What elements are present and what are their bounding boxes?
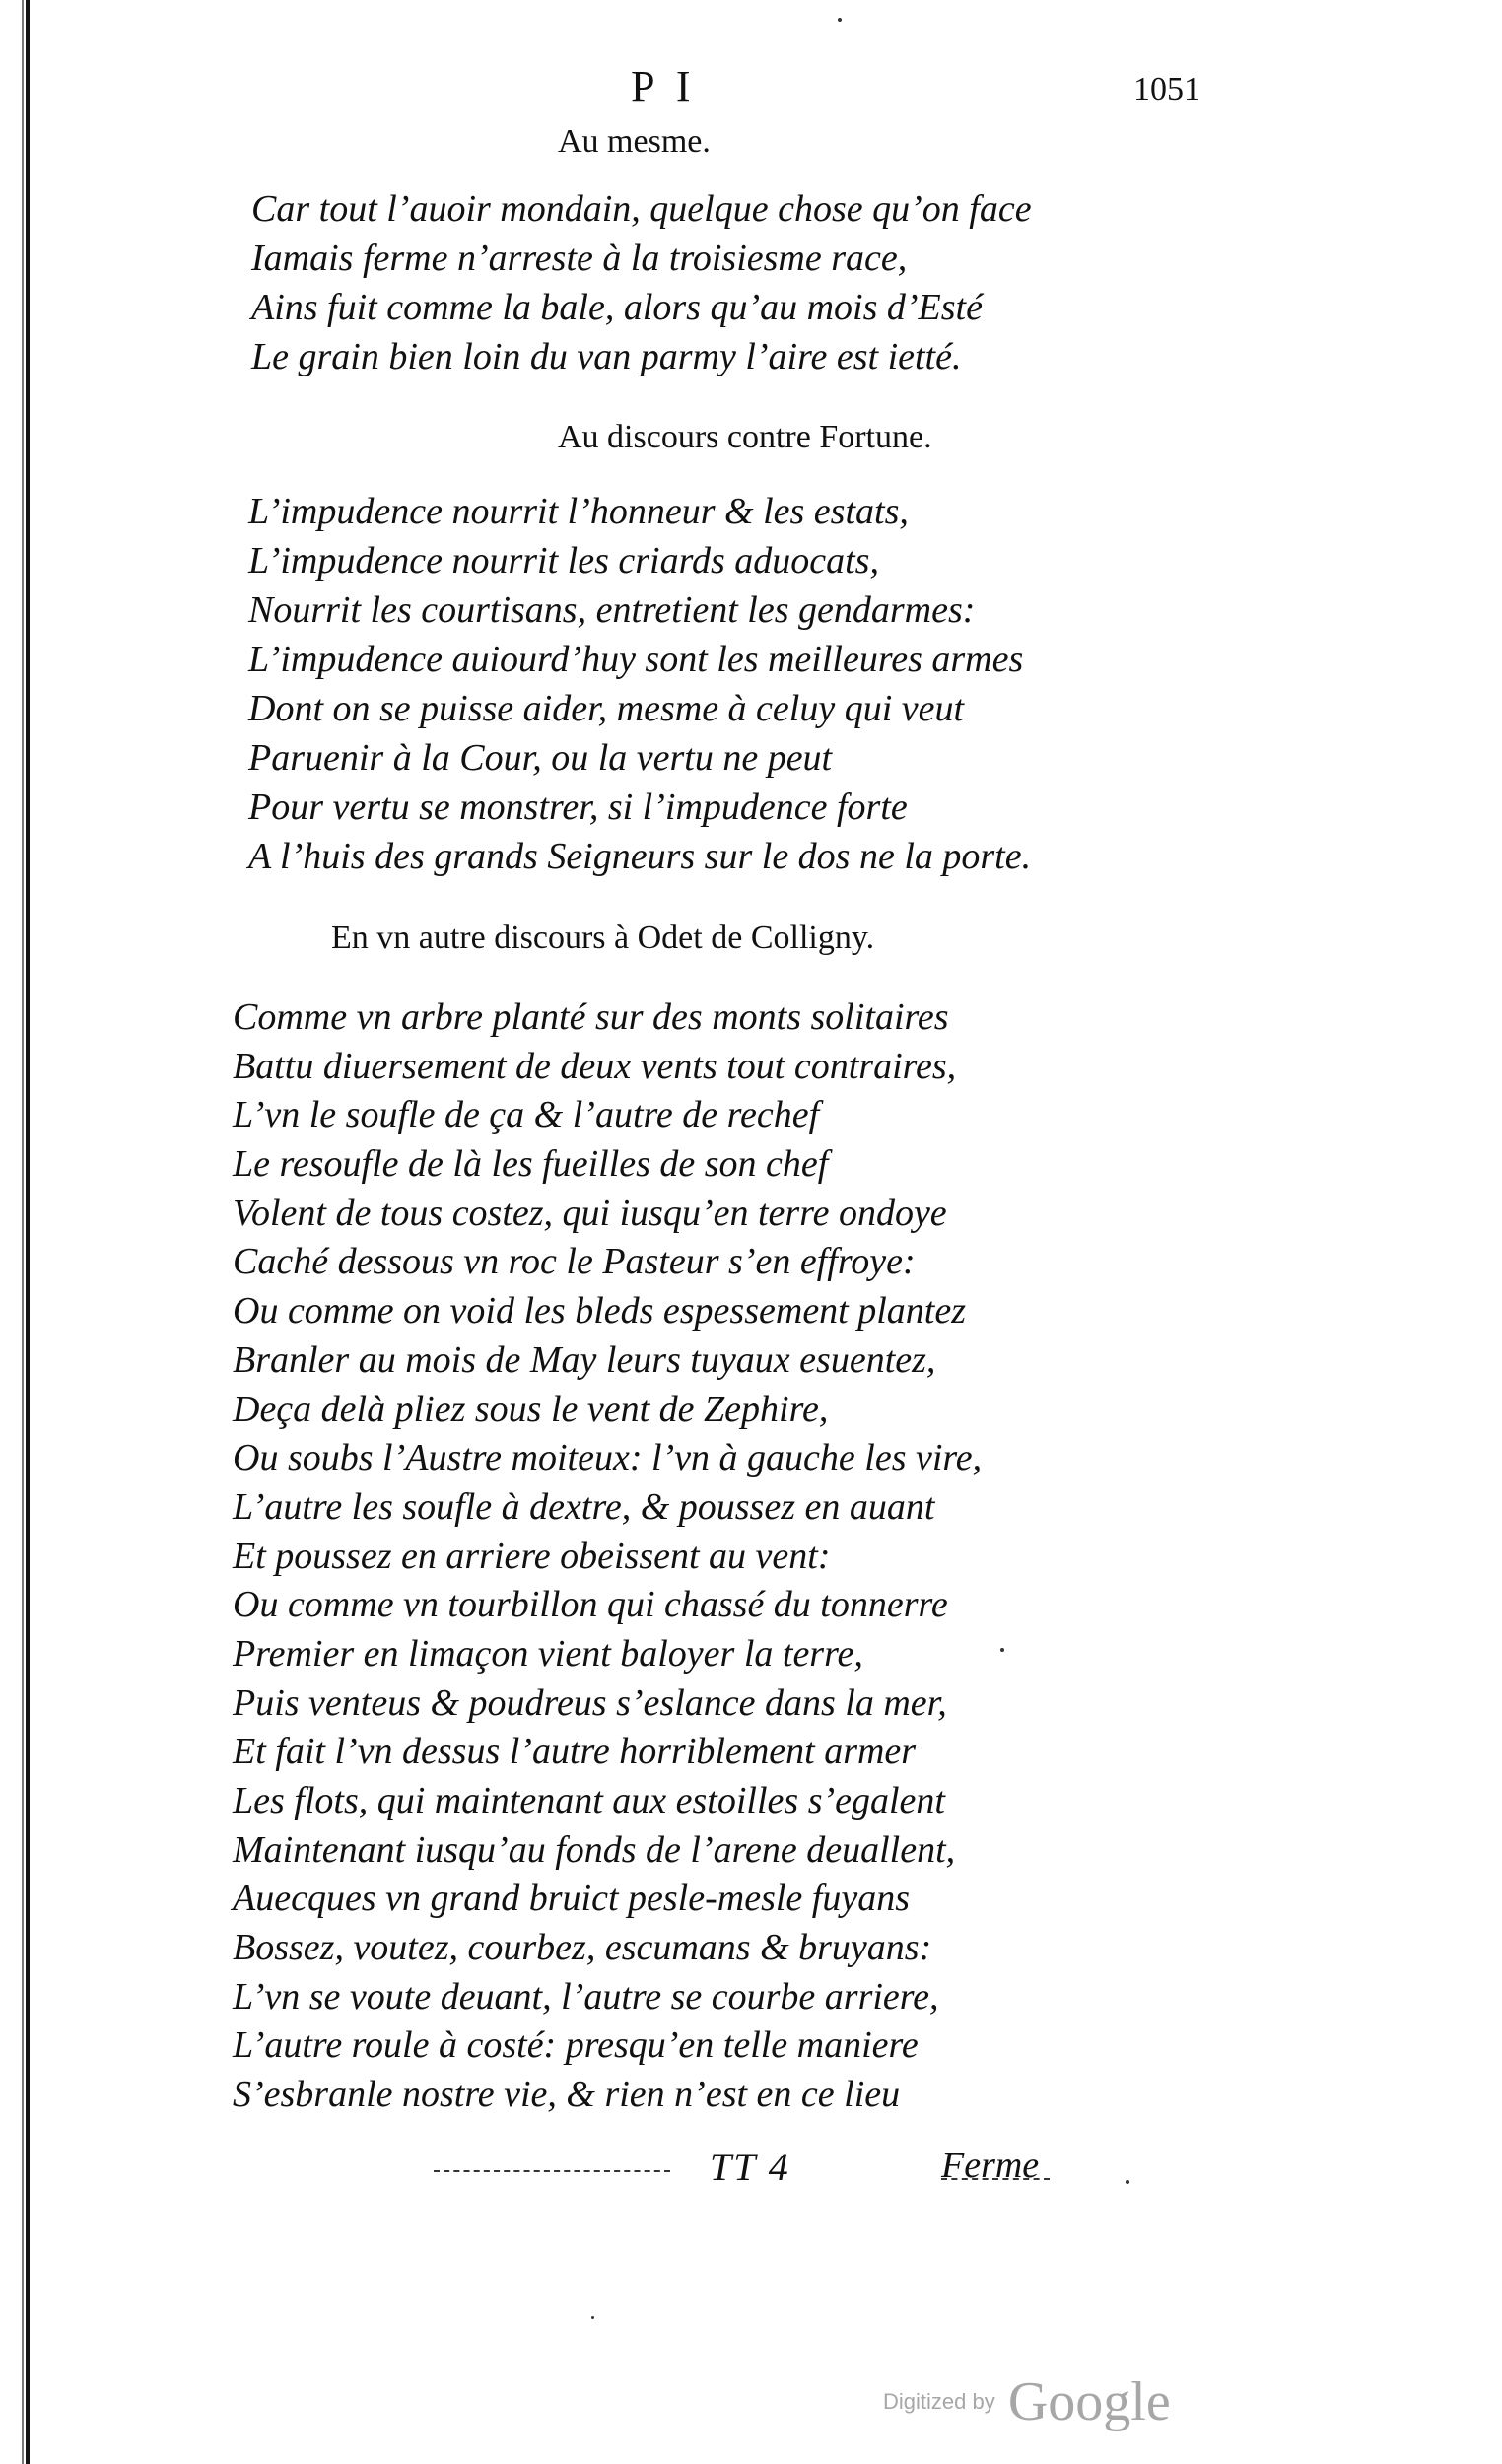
- footer-dash-rule-right: [941, 2178, 1050, 2182]
- poem-line: Branler au mois de May leurs tuyaux esuentez,: [233, 1338, 936, 1381]
- poem-line: Volent de tous costez, qui iusqu’en terre ondoye: [233, 1192, 947, 1234]
- catchword: Ferme: [941, 2145, 1040, 2186]
- poem-line: Le resoufle de là les fueilles de son chef: [233, 1143, 829, 1186]
- poem-line: L’impudence nourrit les criards aduocats,: [248, 540, 879, 582]
- poem-line: S’esbranle nostre vie, & rien n’est en ce lieu: [233, 2074, 901, 2116]
- poem-line: Ou soubs l’Austre moiteux: l’vn à gauche les vire,: [233, 1437, 983, 1479]
- poem-odet-de-colligny: [233, 993, 982, 2120]
- signature-mark: TT 4: [710, 2145, 790, 2189]
- page-number: 1051: [1133, 71, 1200, 107]
- poem-line: Deça delà pliez sous le vent de Zephire,: [233, 1388, 829, 1430]
- poem-line: L’autre roule à costé: presqu’en telle maniere: [233, 2024, 919, 2067]
- poem-line: Ou comme vn tourbillon qui chassé du tonnerre: [233, 1584, 948, 1626]
- poem-line: Le grain bien loin du van parmy l’aire est ietté.: [251, 336, 962, 377]
- running-head: P I: [631, 62, 697, 110]
- poem-line: A l’huis des grands Seigneurs sur le dos ne la porte.: [248, 836, 1032, 877]
- poem-line: L’vn se voute deuant, l’autre se courbe arriere,: [233, 1975, 939, 2018]
- poem-line: Comme vn arbre planté sur des monts solitaires: [233, 996, 949, 1038]
- section-title-odet-de-colligny: En vn autre discours à Odet de Colligny.: [331, 920, 875, 956]
- page-edge-shadow: [22, 0, 24, 2464]
- poem-au-mesme: [251, 184, 1032, 381]
- poem-line: L’impudence nourrit l’honneur & les estats,: [248, 491, 909, 532]
- section-title-contre-fortune: Au discours contre Fortune.: [558, 419, 932, 455]
- poem-line: Paruenir à la Cour, ou la vertu ne peut: [248, 737, 833, 779]
- section-title-au-mesme: Au mesme.: [558, 123, 711, 160]
- poem-line: Maintenant iusqu’au fonds de l’arene deuallent,: [233, 1828, 956, 1871]
- poem-line: L’vn le soufle de ça & l’autre de rechef: [233, 1094, 820, 1136]
- poem-line: Battu diuersement de deux vents tout contraires,: [233, 1045, 957, 1087]
- print-speck: [838, 18, 842, 22]
- watermark-brand: Google: [1007, 2371, 1171, 2432]
- footer-dash-rule-left: [434, 2170, 670, 2174]
- poem-line: Caché dessous vn roc le Pasteur s’en effroye:: [233, 1241, 916, 1283]
- poem-line: Pour vertu se monstrer, si l’impudence forte: [248, 787, 908, 828]
- digitization-watermark: [883, 2370, 1171, 2433]
- poem-line: L’impudence auiourd’huy sont les meilleures armes: [248, 639, 1024, 680]
- print-speck: [591, 2316, 594, 2319]
- print-speck: [1000, 1648, 1004, 1652]
- poem-line: Les flots, qui maintenant aux estoilles s’egalent: [233, 1780, 945, 1821]
- poem-line: Bossez, voutez, courbez, escumans & bruyans:: [233, 1927, 932, 1969]
- poem-line: Et fait l’vn dessus l’autre horriblement armer: [233, 1731, 917, 1773]
- print-speck: [1126, 2180, 1129, 2184]
- page-edge-rule: [26, 0, 30, 2464]
- poem-line: Ou comme on void les bleds espessement plantez: [233, 1290, 967, 1333]
- poem-line: L’autre les soufle à dextre, & poussez en auant: [233, 1485, 935, 1528]
- watermark-prefix: Digitized by: [883, 2389, 995, 2414]
- poem-line: Premier en limaçon vient baloyer la terre,: [233, 1632, 863, 1675]
- poem-line: Auecques vn grand bruict pesle-mesle fuyans: [233, 1878, 910, 1920]
- poem-contre-fortune: [248, 487, 1031, 881]
- poem-line: Et poussez en arriere obeissent au vent:: [233, 1535, 831, 1577]
- poem-line: Puis venteus & poudreus s’eslance dans la mer,: [233, 1681, 947, 1724]
- poem-line: Car tout l’auoir mondain, quelque chose qu’on face: [251, 188, 1032, 230]
- poem-line: Iamais ferme n’arreste à la troisiesme race,: [251, 238, 908, 279]
- poem-line: Ains fuit comme la bale, alors qu’au mois d’Esté: [251, 287, 983, 328]
- poem-line: Nourrit les courtisans, entretient les gendarmes:: [248, 589, 976, 631]
- poem-line: Dont on se puisse aider, mesme à celuy qui veut: [248, 688, 965, 729]
